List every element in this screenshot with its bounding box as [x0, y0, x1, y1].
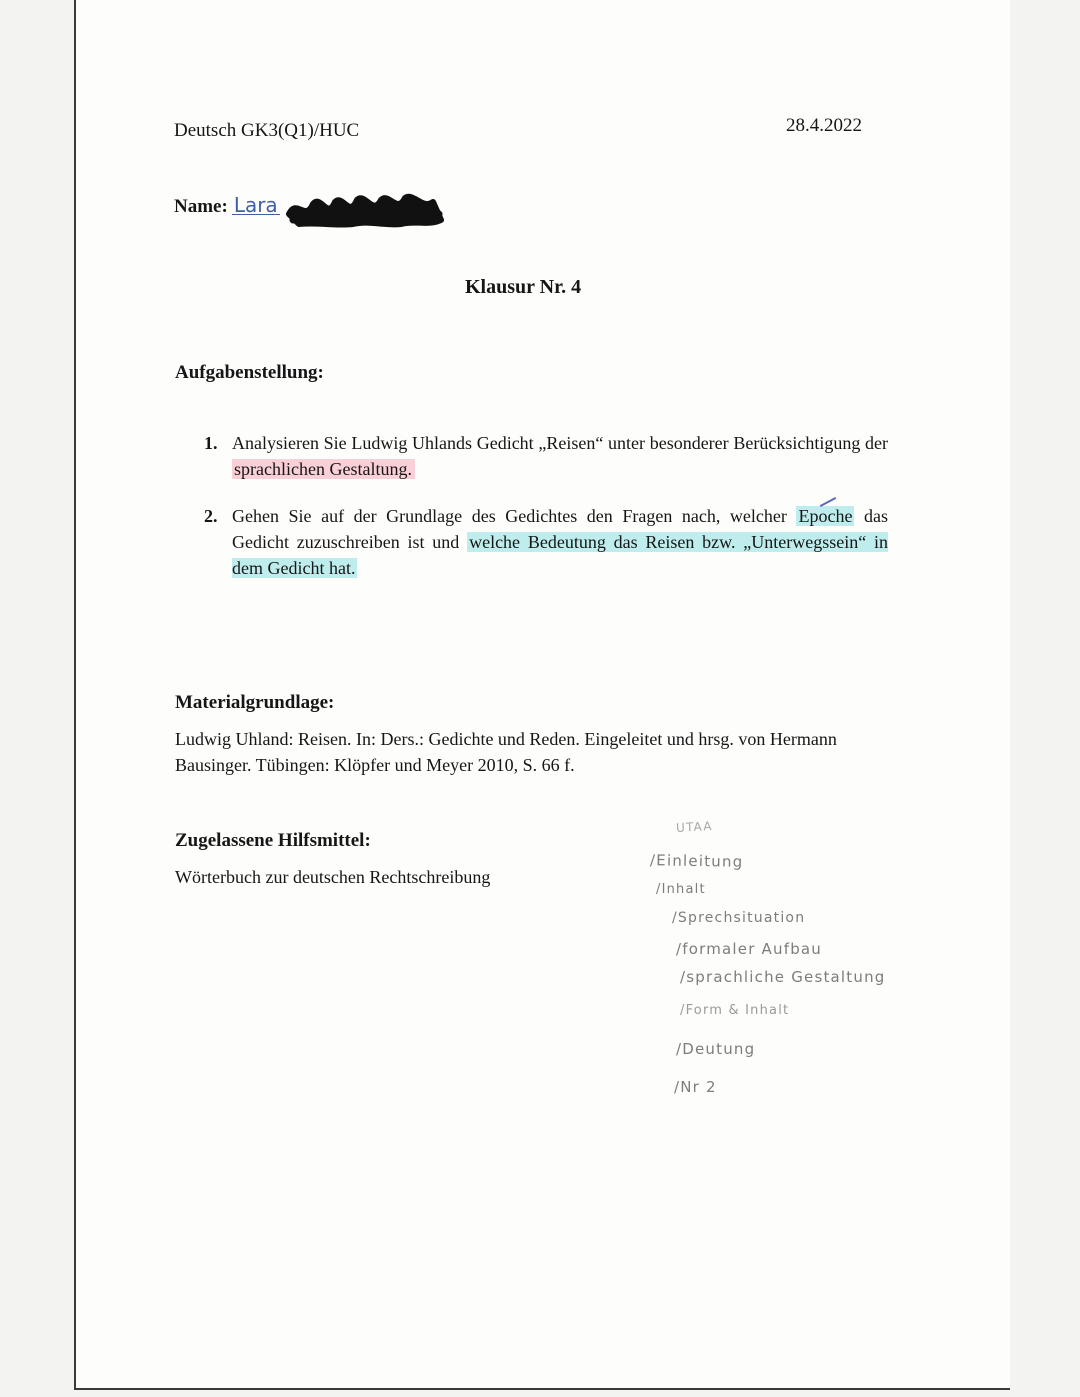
- task-text-part: das Gedicht zuzuschreiben ist und: [232, 506, 888, 552]
- highlighted-epoch: Epoche: [798, 506, 853, 526]
- material-heading: Materialgrundlage:: [175, 692, 335, 713]
- exam-title: Klausur Nr. 4: [465, 276, 582, 298]
- name-value: Lara: [233, 193, 278, 217]
- handwritten-note: /Nr 2: [674, 1078, 717, 1096]
- task-text: [232, 503, 888, 581]
- handwritten-note: /Form & Inhalt: [680, 1003, 790, 1018]
- aids-text: Wörterbuch zur deutschen Rechtschreibung: [175, 867, 491, 887]
- highlighted-phrase: sprachlichen Gestaltung.: [232, 459, 415, 479]
- highlighted-phrase: welche Bedeutung das Reisen bzw. „Unterwegssein“ in dem Gedicht hat.: [232, 532, 888, 578]
- course-label: Deutsch GK3(Q1)/HUC: [174, 120, 360, 141]
- task-text-part: Gehen Sie auf der Grundlage des Gedichtes den Fragen nach, welcher: [232, 506, 797, 526]
- name-field: [174, 193, 280, 218]
- handwritten-note: /Einleitung: [649, 851, 744, 871]
- handwritten-note: UTAA: [675, 819, 714, 835]
- handwritten-note: /Sprechsituation: [672, 910, 806, 926]
- task-number: 2.: [204, 506, 218, 526]
- handwritten-note: /formaler Aufbau: [676, 940, 823, 958]
- name-label: Name:: [174, 196, 228, 217]
- task-number: 1.: [204, 433, 218, 453]
- aids-heading: Zugelassene Hilfsmittel:: [175, 830, 371, 851]
- redaction-scribble: [283, 186, 447, 230]
- task-item-2: [204, 503, 888, 581]
- task-item-1: [204, 430, 888, 482]
- task-text-part: Analysieren Sie Ludwig Uhlands Gedicht „Reisen“ unter besonderer Berücksichtigung der: [232, 433, 888, 453]
- handwritten-note: /Deutung: [676, 1040, 756, 1058]
- handwritten-note: /Inhalt: [656, 882, 706, 897]
- task-text: [232, 430, 888, 482]
- tasks-heading: Aufgabenstellung:: [175, 362, 324, 383]
- handwritten-note: /sprachliche Gestaltung: [680, 968, 886, 986]
- exam-date: 28.4.2022: [786, 115, 862, 136]
- material-text: Ludwig Uhland: Reisen. In: Ders.: Gedichte und Reden. Eingeleitet und hrsg. von Hermann Bausinger. Tübingen: Klöpfer und Meyer 2010, S. 66 f.: [175, 729, 837, 775]
